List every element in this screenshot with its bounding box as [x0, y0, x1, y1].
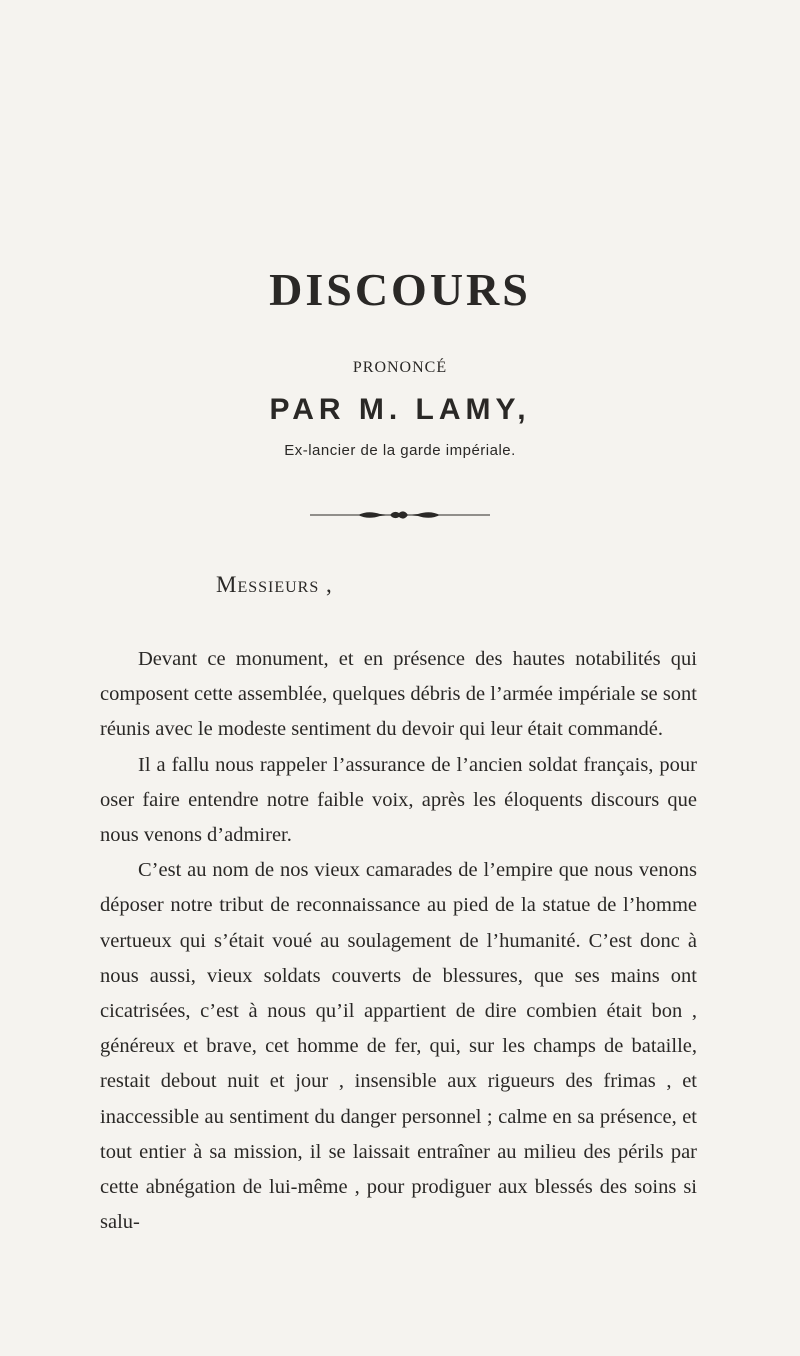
salutation-text: Messieurs ,: [216, 572, 333, 597]
paragraph-3: C’est au nom de nos vieux camarades de l’empire que nous venons déposer notre tribut de reconnaissance au pied de la statue de l’homme vertueux qui s’était voué au soulagement de l’humanité. C’est donc à nous aussi, vieux soldats couverts de blessures, que ses mains ont cicatrisées, c’est à nous qu’il appartient de dire combien était bon , généreux et brave, cet homme de fer, qui, sur les champs de bataille, restait debout nuit et jour , insensible aux rigueurs des frimas , et inaccessible au sentiment du danger personnel ; calme en sa présence, et tout entier à sa mission, il se laissait entraîner au milieu des périls par cette abnégation de lui-même , pour prodiguer aux blessés des soins si salu-: [100, 859, 697, 1234]
salutation: [216, 570, 333, 600]
decorative-rule-icon: [300, 505, 500, 525]
speech-body: [100, 642, 697, 1240]
author-name: PAR M. LAMY,: [269, 393, 531, 426]
page-title: DISCOURS: [269, 264, 531, 315]
author-subtitle: Ex-lancier de la garde impériale.: [284, 442, 516, 459]
paragraph-2: Il a fallu nous rappeler l’assurance de l’ancien soldat français, pour oser faire entendre notre faible voix, après les éloquents discours que nous venons d’admirer.: [100, 753, 697, 847]
pronounced-label: PRONONCÉ: [352, 359, 448, 376]
paragraph-1: Devant ce monument, et en présence des hautes notabilités qui composent cette assemblée, quelques débris de l’armée impériale se sont réunis avec le modeste sentiment du devoir qui leur était commandé.: [100, 648, 697, 741]
